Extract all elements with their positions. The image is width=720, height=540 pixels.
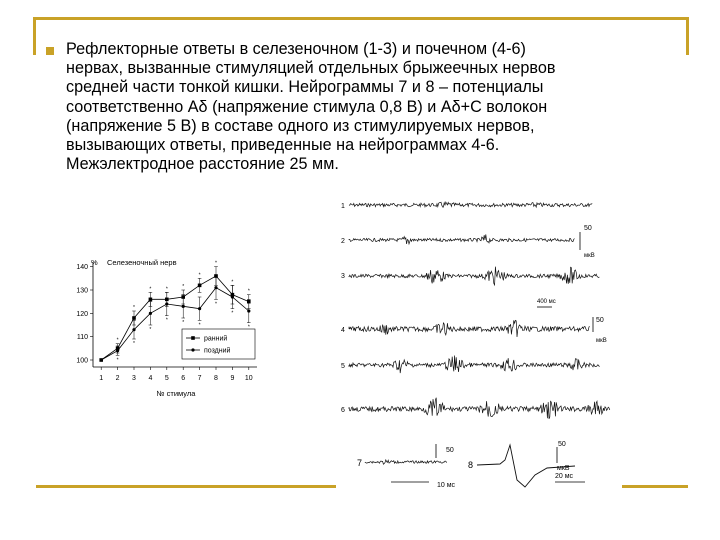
trace-number-3: 3 — [341, 273, 345, 280]
data-point — [198, 307, 201, 310]
data-point — [132, 316, 136, 320]
x-tick-label: 9 — [230, 375, 235, 382]
significance-mark: * — [198, 322, 201, 329]
significance-mark: * — [149, 286, 152, 293]
significance-mark: * — [182, 284, 185, 290]
chart-xlabel: № стимула — [156, 389, 196, 398]
paragraph-line: средней части тонкой кишки. Нейрограммы 7 и 8 – потенциалы — [66, 78, 544, 97]
chart-legend — [182, 329, 255, 359]
data-point — [198, 284, 202, 288]
y-tick-label: 110 — [76, 334, 88, 342]
significance-mark: * — [149, 327, 152, 333]
significance-mark: * — [116, 337, 119, 344]
scale-label-50: 50 — [584, 225, 592, 232]
frame-bottom-line-left — [36, 485, 336, 488]
trace-number-5: 5 — [341, 363, 345, 370]
scale-label-50-3: 50 — [446, 447, 454, 454]
scale-label-50-2: 50 — [596, 317, 604, 324]
significance-mark: * — [247, 324, 250, 331]
significance-mark: * — [231, 279, 234, 286]
x-tick-label: 2 — [115, 375, 120, 382]
trace-number-8: 8 — [468, 460, 474, 470]
paragraph-line: вызывающих ответы, приведенные на нейрограммах 4-6. — [66, 136, 500, 155]
neurogram-trace-2 — [349, 234, 575, 244]
significance-mark: * — [133, 341, 135, 347]
data-point — [165, 302, 168, 305]
chart-ylabel: % — [91, 258, 98, 267]
data-point — [231, 295, 234, 298]
neurogram-trace-7 — [365, 460, 447, 464]
scale-label-mkv-4: мкВ — [557, 465, 570, 472]
trace-number-6: 6 — [341, 407, 345, 414]
significance-mark: * — [182, 320, 185, 326]
data-point — [214, 286, 217, 289]
data-point — [247, 309, 250, 312]
paragraph-line: Межэлектродное расстояние 25 мм. — [66, 155, 339, 174]
significance-mark: * — [198, 272, 201, 279]
frame-bottom-line-right — [622, 485, 688, 488]
data-point — [116, 349, 119, 352]
data-point — [132, 328, 135, 331]
paragraph-line: соответственно Аδ (напряжение стимула 0,8 В) и Аδ+С волокон — [66, 97, 548, 116]
significance-mark: * — [231, 310, 234, 317]
frame-right-line — [686, 17, 689, 55]
x-tick-label: 6 — [181, 375, 186, 382]
x-tick-label: 8 — [214, 375, 218, 382]
significance-mark: * — [215, 260, 217, 267]
data-point — [149, 298, 153, 302]
y-tick-label: 120 — [76, 310, 88, 318]
scale-label-20ms: 20 мс — [555, 473, 574, 480]
x-tick-label: 4 — [148, 375, 153, 382]
significance-mark: * — [165, 317, 168, 324]
trace-number-7: 7 — [357, 458, 363, 468]
x-tick-label: 3 — [132, 375, 136, 382]
paragraph-line: Рефлекторные ответы в селезеночном (1-3) и почечном (4-6) — [66, 40, 526, 58]
spleen-nerve-chart — [60, 250, 270, 405]
data-point — [149, 312, 152, 315]
neurogram-trace-4 — [349, 320, 590, 337]
x-tick-label: 5 — [164, 375, 169, 382]
bullet-icon — [46, 47, 54, 55]
trace-number-4: 4 — [341, 327, 345, 334]
paragraph-line: нервах, вызванные стимуляцией отдельных брыжеечных нервов — [66, 59, 556, 78]
significance-mark: * — [165, 286, 168, 293]
x-tick-label: 10 — [244, 375, 253, 382]
scale-label-50-4: 50 — [558, 441, 566, 448]
y-tick-label: 130 — [76, 287, 88, 295]
scale-label-400ms: 400 мс — [537, 299, 556, 305]
slide-paragraph — [66, 40, 676, 174]
x-tick-label: 7 — [197, 375, 202, 382]
significance-mark: * — [247, 288, 250, 295]
scale-label-mkv: мкВ — [584, 253, 595, 259]
scale-label-mkv-2: мкВ — [596, 338, 607, 344]
y-tick-label: 140 — [76, 264, 88, 272]
paragraph-line: (напряжение 5 В) в составе одного из стимулируемых нервов, — [66, 116, 535, 135]
neurogram-trace-1 — [349, 202, 592, 207]
neurogram-trace-6 — [349, 398, 610, 419]
neurogram-traces — [335, 190, 615, 490]
frame-left-line — [33, 17, 36, 55]
scale-label-10ms: 10 мс — [437, 482, 456, 489]
frame-top-line — [33, 17, 689, 20]
legend-marker — [191, 336, 195, 340]
significance-mark: * — [133, 305, 135, 311]
y-tick-label: 100 — [76, 357, 88, 365]
legend-label: ранний — [204, 335, 228, 343]
significance-mark: * — [215, 301, 217, 308]
legend-label: поздний — [204, 347, 231, 355]
x-tick-label: 1 — [99, 375, 104, 382]
trace-number-2: 2 — [341, 238, 345, 245]
significance-mark: * — [116, 357, 119, 364]
trace-number-1: 1 — [341, 203, 345, 210]
neurogram-trace-3 — [349, 267, 599, 285]
legend-marker — [191, 348, 194, 351]
neurogram-trace-5 — [349, 356, 599, 374]
data-point — [100, 358, 103, 361]
data-point — [182, 305, 185, 308]
chart-title: Селезеночный нерв — [107, 258, 177, 267]
